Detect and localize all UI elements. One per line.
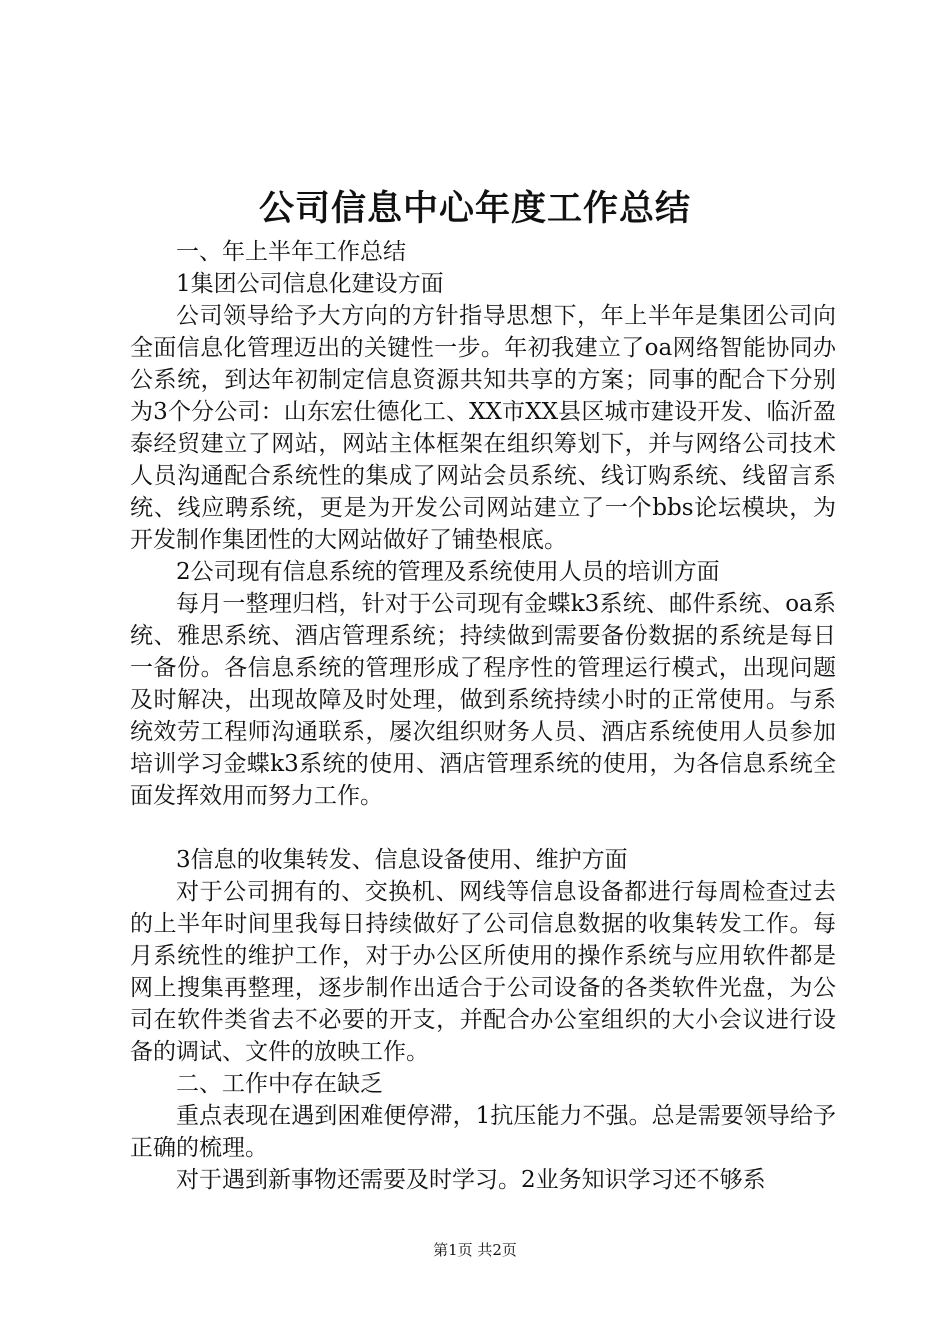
subsection-heading-2: 2公司现有信息系统的管理及系统使用人员的培训方面 bbox=[176, 559, 720, 585]
body-paragraph: 对于遇到新事物还需要及时学习。2业务知识学习还不够系 bbox=[176, 1167, 766, 1193]
page-number-footer: 第1页 共2页 bbox=[433, 1241, 517, 1259]
body-paragraph: 每月一整理归档，针对于公司现有金蝶k3系统、邮件系统、oa系统、雅思系统、酒店管理系统；持续做到需要备份数据的系统是每日一备份。各信息系统的管理形成了程序性的管理运行模式，出现问题及时解决，出现故障及时处理，做到系统持续小时的正常使用。与系统效劳工程师沟通联系，屡次组织财务人员、酒店系统使用人员参加培训学习金蝶k3系统的使用、酒店管理系统的使用，为各信息系统全面发挥效用而努力工作。 bbox=[130, 591, 836, 809]
subsection-heading-1: 1集团公司信息化建设方面 bbox=[176, 271, 444, 297]
document-title: 公司信息中心年度工作总结 bbox=[258, 188, 691, 229]
subsection-heading-3: 3信息的收集转发、信息设备使用、维护方面 bbox=[176, 847, 628, 873]
section-heading-2: 二、工作中存在缺乏 bbox=[176, 1071, 383, 1097]
document-body bbox=[130, 236, 836, 1196]
body-paragraph: 重点表现在遇到困难便停滞，1抗压能力不强。总是需要领导给予正确的梳理。 bbox=[130, 1103, 836, 1161]
body-paragraph: 公司领导给予大方向的方针指导思想下，年上半年是集团公司向全面信息化管理迈出的关键性一步。年初我建立了oa网络智能协同办公系统，到达年初制定信息资源共知共享的方案；同事的配合下分别为3个分公司：山东宏仕德化工、XX市XX县区城市建设开发、临沂盈泰经贸建立了网站，网站主体框架在组织筹划下，并与网络公司技术人员沟通配合系统性的集成了网站会员系统、线订购系统、线留言系统、线应聘系统，更是为开发公司网站建立了一个bbs论坛模块，为开发制作集团性的大网站做好了铺垫根底。 bbox=[130, 303, 836, 553]
body-paragraph: 对于公司拥有的、交换机、网线等信息设备都进行每周检查过去的上半年时间里我每日持续做好了公司信息数据的收集转发工作。每月系统性的维护工作，对于办公区所使用的操作系统与应用软件都是网上搜集再整理，逐步制作出适合于公司设备的各类软件光盘，为公司在软件类省去不必要的开支，并配合办公室组织的大小会议进行设备的调试、文件的放映工作。 bbox=[130, 879, 836, 1065]
section-heading-1: 一、年上半年工作总结 bbox=[176, 239, 406, 265]
